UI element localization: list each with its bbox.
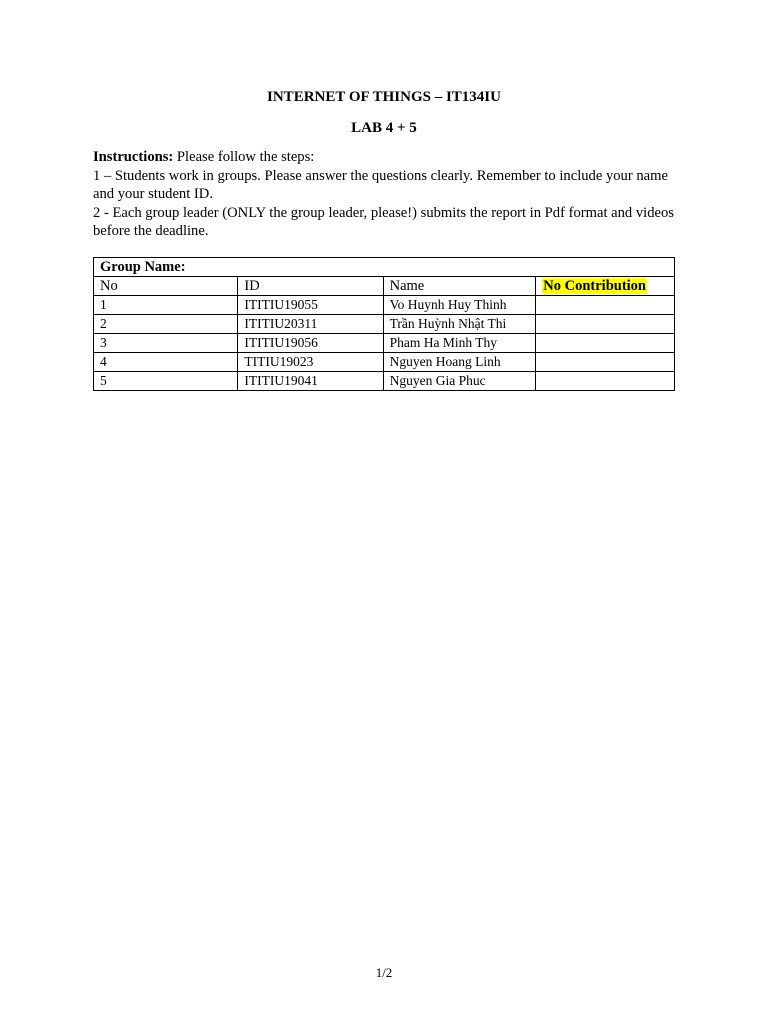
row-no: 5 (94, 372, 238, 391)
instructions-step-2: 2 - Each group leader (ONLY the group leader, please!) submits the report in Pdf format and videos before the deadline. (93, 204, 674, 240)
row-name: Trần Huỳnh Nhật Thi (383, 315, 536, 334)
row-no: 3 (94, 334, 238, 353)
row-contribution (536, 296, 675, 315)
group-table (93, 257, 675, 391)
row-name: Vo Huynh Huy Thinh (383, 296, 536, 315)
row-no: 4 (94, 353, 238, 372)
header-no: No (94, 277, 238, 296)
header-no-contribution (536, 277, 675, 296)
row-name: Pham Ha Minh Thy (383, 334, 536, 353)
row-contribution (536, 353, 675, 372)
header-name: Name (383, 277, 536, 296)
row-id: ITITIU19041 (238, 372, 383, 391)
row-id: ITITIU19056 (238, 334, 383, 353)
group-name-label: Group Name: (94, 258, 675, 277)
instructions-block (93, 148, 683, 241)
row-name: Nguyen Gia Phuc (383, 372, 536, 391)
instructions-lead: Instructions: (93, 149, 174, 165)
document-subtitle: LAB 4 + 5 (351, 120, 417, 136)
table-row (94, 353, 675, 372)
instructions-intro (93, 148, 683, 167)
page-number: 1/2 (375, 965, 393, 980)
header-id: ID (238, 277, 383, 296)
row-id: TITIU19023 (238, 353, 383, 372)
row-no: 1 (94, 296, 238, 315)
table-row (94, 315, 675, 334)
instructions-step-1: 1 – Students work in groups. Please answer the questions clearly. Remember to include your name and your student ID. (93, 167, 668, 203)
document-title: INTERNET OF THINGS – IT134IU (267, 89, 501, 105)
table-row (94, 296, 675, 315)
row-contribution (536, 372, 675, 391)
table-row (94, 372, 675, 391)
highlighted-header-text: No Contribution (543, 278, 646, 294)
instructions-intro-text: Please follow the steps: (173, 149, 315, 165)
row-contribution (536, 334, 675, 353)
table-row (94, 334, 675, 353)
row-contribution (536, 315, 675, 334)
row-id: ITITIU20311 (238, 315, 383, 334)
row-id: ITITIU19055 (238, 296, 383, 315)
row-no: 2 (94, 315, 238, 334)
row-name: Nguyen Hoang Linh (383, 353, 536, 372)
table-header-row (94, 277, 675, 296)
